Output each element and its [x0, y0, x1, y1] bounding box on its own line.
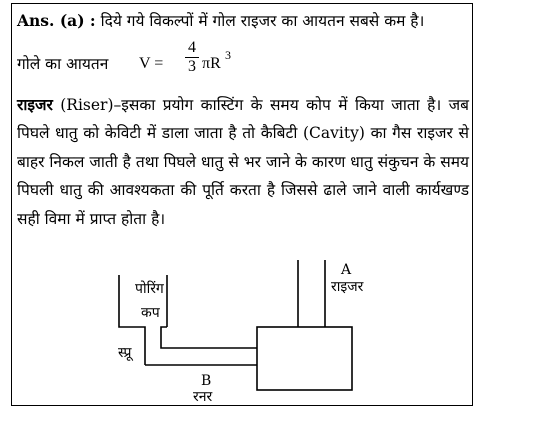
casting-diagram	[105, 255, 395, 405]
answer-statement: दिये गये विकल्पों में गोल राइजर का आयतन सबसे कम है।	[100, 12, 425, 30]
formula-fraction	[185, 39, 199, 76]
answer-paragraph	[17, 7, 469, 36]
riser-description: (Riser)–इसका प्रयोग कास्टिंग के समय कोप में किया जाता है। जब पिघले धातु को केविटी में डाला जाता है तो कैबिटी (Cavity) का गैस राइजर से बाहर निकल जाती है तथा पिघले धातु से भर जाने के कारण धातु संकुचन के समय पिघली धातु की आवश्यकता की पूर्ति करता है जिससे ढाले जाने वाली कार्यखण्ड सही विमा में प्राप्त होता है।	[17, 95, 469, 228]
sprue-label: स्प्रू	[118, 345, 132, 361]
casting-cavity	[257, 327, 352, 390]
pouring-cup-label-line2: कप	[141, 305, 160, 321]
formula-label: गोले का आयतन	[17, 54, 109, 73]
casting-diagram-lines	[105, 255, 395, 405]
riser-letter: A	[341, 262, 352, 278]
sprue-inner	[161, 327, 257, 348]
runner-letter: B	[201, 373, 212, 389]
formula-denominator: 3	[188, 57, 196, 75]
answer-label: Ans. (a) :	[17, 11, 96, 30]
riser-term: राइजर	[17, 94, 53, 114]
sphere-volume-formula	[17, 36, 469, 91]
pouring-cup-label-line1: पोरिंग	[135, 281, 164, 297]
runner-label: रनर	[193, 389, 213, 405]
riser-label: राइजर	[331, 279, 364, 295]
formula-rhs: πR	[202, 54, 221, 72]
riser-paragraph	[17, 91, 469, 234]
answer-text-block	[17, 7, 469, 233]
formula-numerator: 4	[185, 39, 199, 58]
formula-exponent: 3	[225, 47, 231, 62]
formula-lhs: V =	[139, 54, 164, 72]
